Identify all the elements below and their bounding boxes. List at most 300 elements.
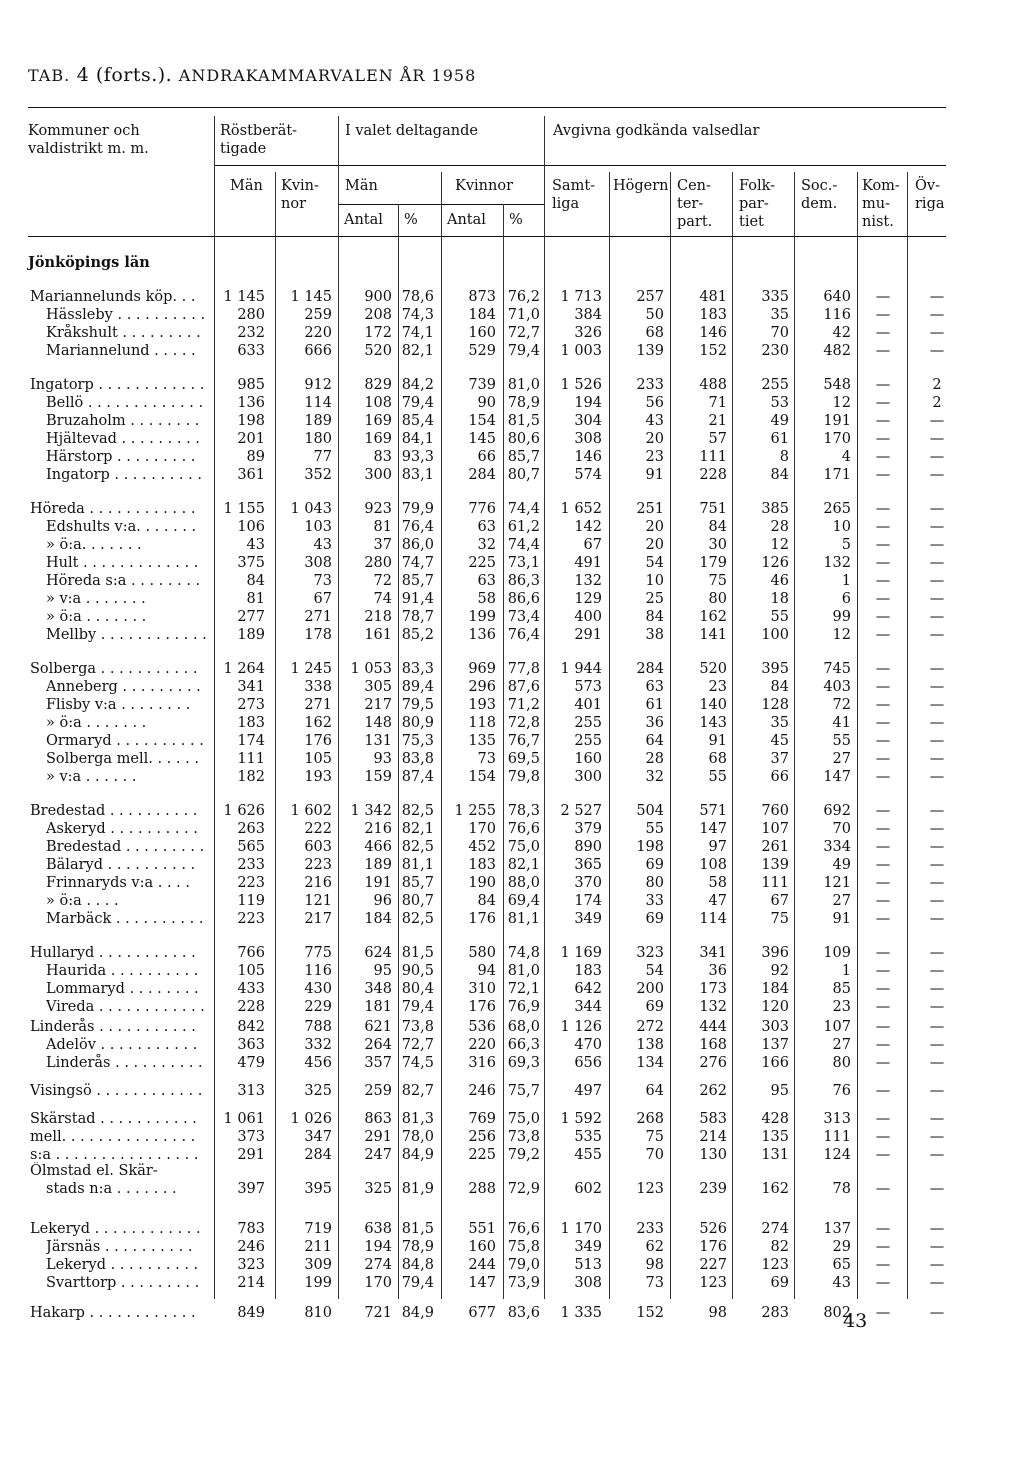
cell-kvinnor-procent: 76,4 (507, 627, 540, 643)
cell-man-antal: 721 (364, 1305, 392, 1321)
header-kommuner: Kommuner och valdistrikt m. m. (28, 123, 149, 157)
cell-hogern: 272 (636, 1019, 664, 1035)
cell-kvinnor-antal: 190 (468, 875, 496, 891)
cell-centerpartiet: 147 (699, 821, 727, 837)
header-samtliga: Samt- liga (552, 178, 596, 212)
table-row (0, 678, 1024, 696)
cell-socdem: 23 (832, 999, 851, 1015)
cell-kommunist: — (875, 875, 891, 891)
cell-hogern: 73 (645, 1275, 664, 1291)
row-name: Hjältevad . . . . . . . . . (46, 431, 200, 447)
cell-centerpartiet: 55 (708, 769, 727, 785)
cell-man-rostberattigade: 375 (237, 555, 265, 571)
cell-man-procent: 80,4 (401, 981, 434, 997)
cell-man-antal: 74 (373, 591, 392, 607)
cell-kvinnor-rostberattigade: 1 245 (290, 661, 332, 677)
cell-man-procent: 84,2 (401, 377, 434, 393)
cell-hogern: 198 (636, 839, 664, 855)
cell-ovriga: — (929, 413, 945, 429)
cell-ovriga: — (929, 911, 945, 927)
cell-socdem: 640 (823, 289, 851, 305)
cell-centerpartiet: 71 (708, 395, 727, 411)
table-row (0, 554, 1024, 572)
cell-samtliga: 344 (574, 999, 602, 1015)
cell-socdem: 482 (823, 343, 851, 359)
table-row (0, 324, 1024, 342)
cell-samtliga: 455 (574, 1147, 602, 1163)
cell-centerpartiet: 227 (699, 1257, 727, 1273)
cell-hogern: 54 (645, 555, 664, 571)
cell-socdem: 1 (841, 963, 851, 979)
table-row (0, 412, 1024, 430)
row-name: Hakarp . . . . . . . . . . . . (30, 1305, 196, 1321)
cell-kvinnor-rostberattigade: 788 (304, 1019, 332, 1035)
row-name: Adelöv . . . . . . . . . . . (46, 1037, 198, 1053)
cell-kvinnor-procent: 72,7 (507, 325, 540, 341)
row-name: Askeryd . . . . . . . . . . (46, 821, 198, 837)
cell-samtliga: 326 (574, 325, 602, 341)
cell-kvinnor-procent: 86,3 (507, 573, 540, 589)
row-name: Bruzaholm . . . . . . . . (46, 413, 200, 429)
row-name: Hult . . . . . . . . . . . . . (46, 555, 199, 571)
cell-kommunist: — (875, 467, 891, 483)
cell-man-antal: 131 (364, 733, 392, 749)
cell-samtliga: 379 (574, 821, 602, 837)
cell-man-procent: 83,3 (401, 661, 434, 677)
cell-hogern: 139 (636, 343, 664, 359)
cell-centerpartiet: 176 (699, 1239, 727, 1255)
cell-kvinnor-procent: 74,4 (507, 501, 540, 517)
cell-man-procent: 85,7 (401, 573, 434, 589)
cell-kvinnor-rostberattigade: 308 (304, 555, 332, 571)
cell-man-procent: 82,5 (401, 839, 434, 855)
cell-samtliga: 642 (574, 981, 602, 997)
cell-man-rostberattigade: 84 (246, 573, 265, 589)
cell-folkpartiet: 184 (761, 981, 789, 997)
cell-man-procent: 86,0 (401, 537, 434, 553)
row-name: » ö:a . . . . (46, 893, 119, 909)
row-name: Bälaryd . . . . . . . . . . (46, 857, 196, 873)
cell-kommunist: — (875, 1147, 891, 1163)
cell-kvinnor-antal: 529 (468, 343, 496, 359)
cell-centerpartiet: 262 (699, 1083, 727, 1099)
cell-man-procent: 90,5 (401, 963, 434, 979)
cell-man-rostberattigade: 263 (237, 821, 265, 837)
cell-centerpartiet: 123 (699, 1275, 727, 1291)
cell-hogern: 284 (636, 661, 664, 677)
cell-folkpartiet: 28 (770, 519, 789, 535)
cell-ovriga: — (929, 715, 945, 731)
cell-man-rostberattigade: 198 (237, 413, 265, 429)
cell-kvinnor-rostberattigade: 220 (304, 325, 332, 341)
cell-samtliga: 160 (574, 751, 602, 767)
cell-man-rostberattigade: 479 (237, 1055, 265, 1071)
cell-hogern: 55 (645, 821, 664, 837)
cell-man-antal: 638 (364, 1221, 392, 1237)
cell-man-procent: 72,7 (401, 1037, 434, 1053)
cell-centerpartiet: 152 (699, 343, 727, 359)
table-row (0, 500, 1024, 518)
cell-kvinnor-procent: 81,0 (507, 377, 540, 393)
cell-man-procent: 91,4 (401, 591, 434, 607)
cell-ovriga: — (929, 733, 945, 749)
cell-folkpartiet: 49 (770, 413, 789, 429)
cell-socdem: 111 (823, 1129, 851, 1145)
cell-man-rostberattigade: 105 (237, 963, 265, 979)
row-name: Järsnäs . . . . . . . . . . (46, 1239, 193, 1255)
cell-man-rostberattigade: 433 (237, 981, 265, 997)
cell-man-procent: 83,8 (401, 751, 434, 767)
cell-kvinnor-rostberattigade: 189 (304, 413, 332, 429)
cell-hogern: 20 (645, 537, 664, 553)
table-row (0, 448, 1024, 466)
cell-kommunist: — (875, 307, 891, 323)
cell-hogern: 123 (636, 1181, 664, 1197)
row-name: Kråkshult . . . . . . . . . (46, 325, 201, 341)
cell-kommunist: — (875, 1275, 891, 1291)
cell-centerpartiet: 341 (699, 945, 727, 961)
cell-centerpartiet: 526 (699, 1221, 727, 1237)
cell-kvinnor-procent: 78,9 (507, 395, 540, 411)
cell-kommunist: — (875, 627, 891, 643)
cell-kvinnor-procent: 76,2 (507, 289, 540, 305)
cell-centerpartiet: 111 (699, 449, 727, 465)
cell-man-antal: 184 (364, 911, 392, 927)
cell-kvinnor-rostberattigade: 430 (304, 981, 332, 997)
cell-man-rostberattigade: 633 (237, 343, 265, 359)
cell-man-procent: 74,7 (401, 555, 434, 571)
cell-kommunist: — (875, 1111, 891, 1127)
cell-man-antal: 108 (364, 395, 392, 411)
row-name: Härstorp . . . . . . . . . (46, 449, 196, 465)
cell-hogern: 28 (645, 751, 664, 767)
cell-socdem: 802 (823, 1305, 851, 1321)
cell-folkpartiet: 135 (761, 1129, 789, 1145)
cell-kvinnor-antal: 310 (468, 981, 496, 997)
cell-hogern: 138 (636, 1037, 664, 1053)
cell-man-antal: 291 (364, 1129, 392, 1145)
cell-kvinnor-antal: 147 (468, 1275, 496, 1291)
cell-kommunist: — (875, 821, 891, 837)
cell-man-rostberattigade: 223 (237, 911, 265, 927)
row-name: Bellö . . . . . . . . . . . . . (46, 395, 204, 411)
cell-ovriga: — (929, 325, 945, 341)
row-name: Solberga . . . . . . . . . . . (30, 661, 198, 677)
cell-man-procent: 79,5 (401, 697, 434, 713)
cell-folkpartiet: 428 (761, 1111, 789, 1127)
header-kvinnor-short: Kvin- nor (281, 178, 319, 212)
table-row (0, 1082, 1024, 1100)
cell-folkpartiet: 100 (761, 627, 789, 643)
cell-socdem: 27 (832, 751, 851, 767)
cell-centerpartiet: 36 (708, 963, 727, 979)
row-name: Lekeryd . . . . . . . . . . . . (30, 1221, 201, 1237)
cell-kvinnor-procent: 82,1 (507, 857, 540, 873)
cell-man-rostberattigade: 182 (237, 769, 265, 785)
cell-man-procent: 84,9 (401, 1147, 434, 1163)
cell-hogern: 64 (645, 733, 664, 749)
cell-centerpartiet: 21 (708, 413, 727, 429)
cell-kvinnor-rostberattigade: 199 (304, 1275, 332, 1291)
cell-samtliga: 365 (574, 857, 602, 873)
cell-man-antal: 923 (364, 501, 392, 517)
cell-folkpartiet: 66 (770, 769, 789, 785)
cell-man-rostberattigade: 233 (237, 857, 265, 873)
cell-kommunist: — (875, 343, 891, 359)
cell-kvinnor-rostberattigade: 271 (304, 609, 332, 625)
cell-socdem: 191 (823, 413, 851, 429)
cell-socdem: 548 (823, 377, 851, 393)
cell-ovriga: — (929, 857, 945, 873)
cell-centerpartiet: 30 (708, 537, 727, 553)
cell-kvinnor-antal: 769 (468, 1111, 496, 1127)
cell-kommunist: — (875, 733, 891, 749)
table-row (0, 376, 1024, 394)
cell-man-antal: 161 (364, 627, 392, 643)
cell-socdem: 170 (823, 431, 851, 447)
header-centerpartiet: Cen- ter- part. (677, 178, 713, 230)
cell-socdem: 42 (832, 325, 851, 341)
cell-centerpartiet: 481 (699, 289, 727, 305)
cell-hogern: 91 (645, 467, 664, 483)
cell-kvinnor-antal: 58 (477, 591, 496, 607)
cell-kvinnor-procent: 73,4 (507, 609, 540, 625)
header-rostberattigade: Röstberät- tigade (220, 123, 298, 157)
cell-samtliga: 573 (574, 679, 602, 695)
cell-man-antal: 829 (364, 377, 392, 393)
cell-samtliga: 300 (574, 769, 602, 785)
cell-man-antal: 259 (364, 1083, 392, 1099)
cell-kvinnor-antal: 225 (468, 1147, 496, 1163)
cell-samtliga: 291 (574, 627, 602, 643)
cell-ovriga: — (929, 945, 945, 961)
cell-hogern: 69 (645, 999, 664, 1015)
cell-man-procent: 79,4 (401, 395, 434, 411)
cell-centerpartiet: 228 (699, 467, 727, 483)
cell-folkpartiet: 261 (761, 839, 789, 855)
cell-kommunist: — (875, 1083, 891, 1099)
cell-folkpartiet: 139 (761, 857, 789, 873)
cell-ovriga: — (929, 519, 945, 535)
table-row (0, 590, 1024, 608)
cell-kvinnor-procent: 77,8 (507, 661, 540, 677)
cell-man-antal: 72 (373, 573, 392, 589)
cell-socdem: 27 (832, 893, 851, 909)
cell-ovriga: — (929, 343, 945, 359)
cell-hogern: 32 (645, 769, 664, 785)
cell-man-rostberattigade: 228 (237, 999, 265, 1015)
cell-samtliga: 2 527 (560, 803, 602, 819)
cell-socdem: 147 (823, 769, 851, 785)
header-antal-man: Antal (344, 212, 383, 228)
cell-kvinnor-antal: 246 (468, 1083, 496, 1099)
cell-man-procent: 74,5 (401, 1055, 434, 1071)
cell-folkpartiet: 95 (770, 1083, 789, 1099)
cell-samtliga: 1 652 (560, 501, 602, 517)
cell-samtliga: 308 (574, 431, 602, 447)
cell-samtliga: 255 (574, 715, 602, 731)
cell-man-rostberattigade: 363 (237, 1037, 265, 1053)
cell-socdem: 41 (832, 715, 851, 731)
cell-man-rostberattigade: 201 (237, 431, 265, 447)
cell-kvinnor-rostberattigade: 105 (304, 751, 332, 767)
cell-samtliga: 1 944 (560, 661, 602, 677)
cell-hogern: 43 (645, 413, 664, 429)
cell-centerpartiet: 751 (699, 501, 727, 517)
cell-man-antal: 863 (364, 1111, 392, 1127)
cell-kvinnor-procent: 88,0 (507, 875, 540, 891)
cell-hogern: 33 (645, 893, 664, 909)
cell-kvinnor-procent: 81,1 (507, 911, 540, 927)
cell-man-rostberattigade: 1 264 (223, 661, 265, 677)
cell-kvinnor-antal: 90 (477, 395, 496, 411)
cell-man-antal: 81 (373, 519, 392, 535)
cell-folkpartiet: 8 (779, 449, 789, 465)
table-row (0, 732, 1024, 750)
cell-kvinnor-rostberattigade: 176 (304, 733, 332, 749)
cell-man-procent: 78,6 (401, 289, 434, 305)
cell-man-procent: 84,1 (401, 431, 434, 447)
cell-kvinnor-rostberattigade: 912 (304, 377, 332, 393)
cell-folkpartiet: 84 (770, 467, 789, 483)
cell-socdem: 5 (841, 537, 851, 553)
cell-samtliga: 183 (574, 963, 602, 979)
cell-folkpartiet: 128 (761, 697, 789, 713)
cell-socdem: 107 (823, 1019, 851, 1035)
cell-kvinnor-antal: 199 (468, 609, 496, 625)
cell-hogern: 61 (645, 697, 664, 713)
cell-kvinnor-rostberattigade: 178 (304, 627, 332, 643)
header-hogern: Högern (613, 178, 669, 194)
cell-kvinnor-rostberattigade: 229 (304, 999, 332, 1015)
cell-hogern: 36 (645, 715, 664, 731)
cell-folkpartiet: 107 (761, 821, 789, 837)
cell-folkpartiet: 395 (761, 661, 789, 677)
cell-socdem: 745 (823, 661, 851, 677)
cell-ovriga: — (929, 449, 945, 465)
cell-man-antal: 218 (364, 609, 392, 625)
cell-hogern: 80 (645, 875, 664, 891)
cell-samtliga: 656 (574, 1055, 602, 1071)
cell-hogern: 50 (645, 307, 664, 323)
table-row (0, 820, 1024, 838)
cell-samtliga: 370 (574, 875, 602, 891)
cell-socdem: 137 (823, 1221, 851, 1237)
cell-man-procent: 81,5 (401, 1221, 434, 1237)
cell-kvinnor-antal: 220 (468, 1037, 496, 1053)
cell-folkpartiet: 92 (770, 963, 789, 979)
table-row (0, 626, 1024, 644)
cell-kvinnor-antal: 193 (468, 697, 496, 713)
cell-kvinnor-procent: 74,4 (507, 537, 540, 553)
cell-man-procent: 78,9 (401, 1239, 434, 1255)
cell-kvinnor-antal: 63 (477, 519, 496, 535)
cell-centerpartiet: 239 (699, 1181, 727, 1197)
cell-man-antal: 621 (364, 1019, 392, 1035)
cell-kvinnor-antal: 154 (468, 769, 496, 785)
cell-kvinnor-antal: 32 (477, 537, 496, 553)
cell-ovriga: — (929, 803, 945, 819)
cell-socdem: 85 (832, 981, 851, 997)
row-name: Skärstad . . . . . . . . . . . (30, 1111, 197, 1127)
cell-folkpartiet: 37 (770, 751, 789, 767)
cell-kvinnor-rostberattigade: 259 (304, 307, 332, 323)
cell-man-procent: 82,1 (401, 343, 434, 359)
cell-kvinnor-procent: 79,8 (507, 769, 540, 785)
cell-kommunist: — (875, 449, 891, 465)
cell-centerpartiet: 114 (699, 911, 727, 927)
cell-socdem: 43 (832, 1275, 851, 1291)
cell-kommunist: — (875, 769, 891, 785)
cell-ovriga: — (929, 1275, 945, 1291)
table-heading: ANDRAKAMMARVALEN ÅR 1958 (178, 66, 477, 85)
cell-kvinnor-antal: 160 (468, 1239, 496, 1255)
header-bottom-rule (28, 236, 946, 237)
header-i-valet-deltagande: I valet deltagande (345, 123, 478, 139)
cell-kvinnor-rostberattigade: 217 (304, 911, 332, 927)
cell-man-antal: 93 (373, 751, 392, 767)
header-man-deltagande: Män (345, 178, 378, 194)
cell-kvinnor-rostberattigade: 284 (304, 1147, 332, 1163)
cell-kommunist: — (875, 697, 891, 713)
cell-man-procent: 79,4 (401, 999, 434, 1015)
cell-man-rostberattigade: 361 (237, 467, 265, 483)
cell-hogern: 62 (645, 1239, 664, 1255)
cell-kommunist: — (875, 609, 891, 625)
cell-kvinnor-procent: 80,7 (507, 467, 540, 483)
cell-man-antal: 216 (364, 821, 392, 837)
cell-kvinnor-rostberattigade: 73 (313, 573, 332, 589)
cell-samtliga: 602 (574, 1181, 602, 1197)
cell-ovriga: — (929, 679, 945, 695)
cell-folkpartiet: 131 (761, 1147, 789, 1163)
cell-centerpartiet: 97 (708, 839, 727, 855)
county-label: Jönköpings län (28, 254, 150, 271)
cell-ovriga: — (929, 769, 945, 785)
cell-man-antal: 217 (364, 697, 392, 713)
top-rule (28, 107, 946, 108)
cell-kommunist: — (875, 1305, 891, 1321)
cell-kvinnor-procent: 78,3 (507, 803, 540, 819)
cell-kvinnor-procent: 73,8 (507, 1129, 540, 1145)
cell-ovriga: — (929, 839, 945, 855)
cell-socdem: 70 (832, 821, 851, 837)
cell-samtliga: 535 (574, 1129, 602, 1145)
cell-man-rostberattigade: 1 155 (223, 501, 265, 517)
cell-hogern: 20 (645, 431, 664, 447)
cell-folkpartiet: 67 (770, 893, 789, 909)
cell-kvinnor-procent: 76,7 (507, 733, 540, 749)
cell-man-procent: 74,1 (401, 325, 434, 341)
cell-hogern: 134 (636, 1055, 664, 1071)
cell-socdem: 12 (832, 395, 851, 411)
table-row (0, 608, 1024, 626)
cell-ovriga: — (929, 307, 945, 323)
cell-kvinnor-rostberattigade: 347 (304, 1129, 332, 1145)
cell-hogern: 68 (645, 325, 664, 341)
cell-man-rostberattigade: 273 (237, 697, 265, 713)
cell-kvinnor-antal: 677 (468, 1305, 496, 1321)
cell-kvinnor-procent: 66,3 (507, 1037, 540, 1053)
cell-socdem: 132 (823, 555, 851, 571)
cell-man-antal: 170 (364, 1275, 392, 1291)
cell-kommunist: — (875, 999, 891, 1015)
table-row (0, 1304, 1024, 1322)
cell-ovriga: — (929, 1181, 945, 1197)
table-row (0, 1110, 1024, 1128)
cell-kommunist: — (875, 431, 891, 447)
cell-folkpartiet: 335 (761, 289, 789, 305)
